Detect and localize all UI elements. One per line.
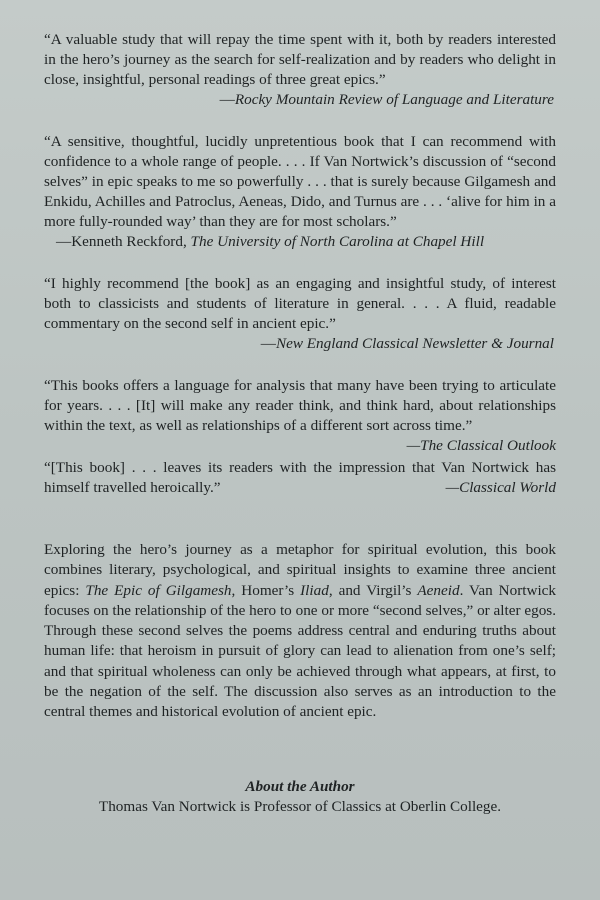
quote-text: “A sensitive, thoughtful, lucidly unpretentious book that I can recommend with confidence to a whole range of people. . . . If Van Nortwick’s discussion of “second selves” in epic speaks to me so powerfully . . . that is surely because Gilgamesh and Enkidu, Achilles and Patroclus, Aeneas, Dido, and Turnus are . . . ‘alive for him in a more fully-rounded way’ than they are for most scholars.” [44, 133, 556, 230]
quote-text: “A valuable study that will repay the time spent with it, both by readers interested in the hero’s journey as the search for self-realization and by readers who delight in close, insightful, personal readings of three great epics.” [44, 31, 556, 88]
review-quote-reckford [44, 132, 556, 252]
blurb-title-gilgamesh: The Epic of Gilgamesh [85, 581, 232, 599]
quote-text [44, 376, 556, 454]
blurb-text: , and Virgil’s [328, 581, 418, 599]
about-author-text: Thomas Van Nortwick is Professor of Classics at Oberlin College. [98, 797, 502, 815]
blurb-text: Exploring the hero’s journey as a metaphor for spiritual evolution, this book combines literary, psychological, and spiritual insights to examine three ancient epics: [44, 541, 556, 599]
section-gap [44, 520, 556, 540]
attribution-source: Rocky Mountain Review of Language and Literature [234, 91, 554, 108]
review-quote-classical-world [44, 458, 556, 498]
quote-body: “This books offers a language for analysis that many have been trying to articulate for years. . . . [It] will make any reader think, and think hard, about relationships within the text, as well as relationships of a different sort across time.” [44, 377, 556, 434]
attribution-source: —Classical World [445, 479, 556, 496]
blurb-text: , Homer’s [231, 581, 301, 599]
attribution-source: —The Classical Outlook [406, 437, 556, 454]
attribution-source: The University of North Carolina at Chapel Hill [190, 233, 485, 250]
review-quote-new-england [44, 274, 556, 354]
attribution-person: —Kenneth Reckford, [56, 233, 191, 250]
attribution-source: New England Classical Newsletter & Journal [275, 335, 554, 352]
attribution-dash: — [219, 91, 235, 108]
quote-attribution [44, 334, 556, 354]
blurb-text: . Van Nortwick focuses on the relationship of the hero to one or more “second selves,” or alter egos. Through these second selves the poems address central and enduring truths about human life: that heroism in pursuit of glory can lead to alienation from one’s self; and that spiritual wholeness can only be achieved through what appears, at first, to be the negation of the self. The discussion also serves as an introduction to the central themes and historical evolution of ancient epic. [44, 581, 556, 721]
about-author-heading: About the Author [245, 777, 355, 795]
review-quote-rocky-mountain [44, 30, 556, 110]
quote-attribution [44, 232, 556, 252]
quote-text [44, 458, 556, 498]
blurb-title-aeneid: Aeneid [417, 581, 460, 599]
attribution-dash: — [260, 335, 276, 352]
quote-text: “I highly recommend [the book] as an engaging and insightful study, of interest both to classicists and students of literature in general. . . . A fluid, readable commentary on the second self in ancient epic.” [44, 275, 556, 332]
book-description [44, 540, 556, 723]
review-quote-classical-outlook [44, 376, 556, 454]
quote-body: “[This book] . . . leaves its readers with the impression that Van Nortwick has himself travelled heroically.” [44, 459, 556, 496]
quote-attribution [44, 90, 556, 110]
blurb-title-iliad: Iliad [300, 581, 329, 599]
